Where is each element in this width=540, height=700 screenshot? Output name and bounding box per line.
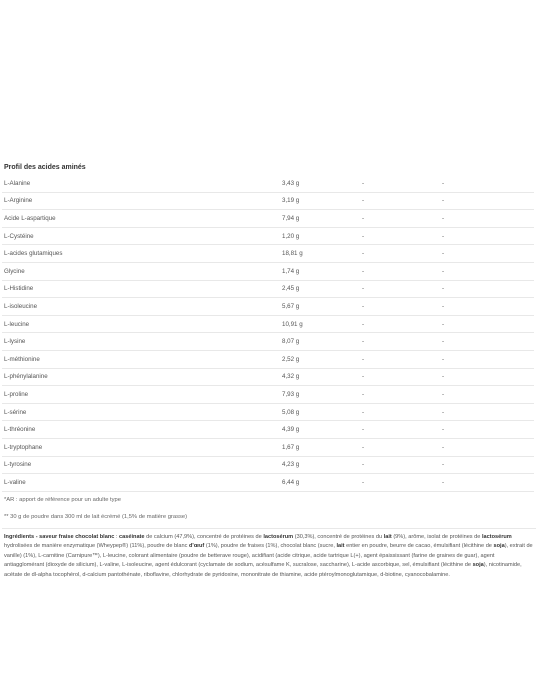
table-row (2, 175, 534, 193)
amino-name: L-Cystéine (4, 232, 34, 240)
amino-ref-1: - (362, 267, 365, 275)
amino-ref-1: - (362, 302, 365, 310)
amino-ref-1: - (362, 338, 365, 346)
amino-value: 2,45 g (282, 285, 300, 293)
amino-ref-1: - (362, 179, 365, 187)
amino-ref-2: - (442, 426, 445, 434)
amino-ref-1: - (362, 232, 365, 240)
amino-ref-1: - (362, 461, 365, 469)
amino-name: L-thréonine (4, 426, 36, 434)
amino-ref-2: - (442, 478, 445, 486)
amino-ref-1: - (362, 285, 365, 293)
amino-name: L-phénylalanine (4, 373, 48, 381)
ingredient-emphasis: caséinate (119, 533, 145, 540)
ingredient-text: entier en poudre, beurre de cacao, émulsifiant (lécithine de (344, 543, 494, 550)
table-row (2, 228, 534, 246)
amino-value: 18,81 g (282, 250, 303, 258)
amino-name: L-Alanine (4, 179, 31, 187)
amino-ref-1: - (362, 408, 365, 416)
amino-value: 1,20 g (282, 232, 300, 240)
amino-value: 10,91 g (282, 320, 303, 328)
ingredient-emphasis: Ingrédients - saveur fraise chocolat blanc (4, 533, 115, 540)
amino-ref-2: - (442, 461, 445, 469)
table-row (2, 298, 534, 316)
amino-value: 2,52 g (282, 355, 300, 363)
ingredient-emphasis: soja (493, 543, 505, 550)
amino-value: 4,39 g (282, 426, 300, 434)
ingredient-text: ), extrait de vanille) (1%), L-carnitine (Carnipure™), L-leucine, colorant alimentaire (poudre de betterave rouge), acidifiant (acide citrique, acide tartrique L(+), agent épaississant (farine de graines de guar), agent antiagglomérant (dioxyde de silicium), L-valine, L-isoleucine, agent édulcorant (cyclamate de sodium, acésulfame K, sucralose, saccharine), L-acide ascorbique, sel, émulsifiant (lécithine de (4, 543, 533, 569)
amino-name: L-acides glutamiques (4, 250, 63, 258)
table-row (2, 193, 534, 211)
amino-name: L-tryptophane (4, 443, 43, 451)
amino-value: 5,67 g (282, 302, 300, 310)
ingredient-text: (9%), arôme, isolat de protéines de (391, 533, 482, 540)
amino-value: 1,74 g (282, 267, 300, 275)
ingredient-text: (30,3%), concentré de protéines du (293, 533, 384, 540)
table-row (2, 281, 534, 299)
ingredient-text: : (114, 533, 120, 540)
amino-value: 4,32 g (282, 373, 300, 381)
amino-value: 3,19 g (282, 197, 300, 205)
ingredient-text: (1%), poudre de fraises (1%), chocolat blanc (sucre, (204, 543, 337, 550)
amino-ref-2: - (442, 197, 445, 205)
table-row (2, 316, 534, 334)
amino-ref-2: - (442, 267, 445, 275)
amino-ref-1: - (362, 478, 365, 486)
ingredient-emphasis: soja (472, 562, 484, 569)
amino-value: 1,67 g (282, 443, 300, 451)
amino-ref-2: - (442, 390, 445, 398)
table-row (2, 404, 534, 422)
amino-value: 5,08 g (282, 408, 300, 416)
amino-ref-2: - (442, 250, 445, 258)
nutrition-panel (2, 160, 536, 581)
amino-value: 4,23 g (282, 461, 300, 469)
amino-ref-1: - (362, 390, 365, 398)
amino-ref-2: - (442, 285, 445, 293)
table-row (2, 457, 534, 475)
amino-value: 6,44 g (282, 478, 300, 486)
amino-ref-1: - (362, 443, 365, 451)
amino-ref-2: - (442, 408, 445, 416)
amino-value: 8,07 g (282, 338, 300, 346)
amino-ref-1: - (362, 197, 365, 205)
amino-value: 7,93 g (282, 390, 300, 398)
amino-ref-2: - (442, 302, 445, 310)
amino-name: Acide L-aspartique (4, 214, 56, 222)
amino-ref-1: - (362, 250, 365, 258)
ingredient-emphasis: lactosérum (481, 533, 512, 540)
amino-ref-2: - (442, 355, 445, 363)
table-row (2, 474, 534, 492)
amino-name: L-Arginine (4, 197, 33, 205)
table-row (2, 333, 534, 351)
amino-ref-1: - (362, 373, 365, 381)
amino-acid-table (2, 175, 534, 492)
table-row (2, 245, 534, 263)
amino-name: L-proline (4, 390, 29, 398)
table-row (2, 351, 534, 369)
ingredient-emphasis: lait (336, 543, 345, 550)
ingredients-text (2, 529, 536, 581)
table-row (2, 421, 534, 439)
amino-ref-2: - (442, 320, 445, 328)
amino-name: L-leucine (4, 320, 30, 328)
ar-footnote: *AR : apport de référence pour un adulte type (4, 496, 121, 503)
amino-ref-2: - (442, 373, 445, 381)
amino-value: 7,94 g (282, 214, 300, 222)
amino-name: L-méthionine (4, 355, 40, 363)
table-row (2, 386, 534, 404)
table-row (2, 263, 534, 281)
ingredient-text: ), nicotinamide, acétate de dl-alpha tocophérol, d-calcium pantothénate, riboflavine, chlorhydrate de pyridoxine, mononitrate de thiamine, acide ptéroylmonoglutamique, d-biotine, cyanocobalamine. (4, 562, 522, 579)
amino-name: L-lysine (4, 338, 26, 346)
amino-value: 3,43 g (282, 179, 300, 187)
ingredient-emphasis: lait (383, 533, 392, 540)
amino-ref-2: - (442, 232, 445, 240)
ingredient-emphasis: lactosérum (263, 533, 294, 540)
portion-footnote: ** 30 g de poudre dans 300 ml de lait écrémé (1,5% de matière grasse) (4, 513, 188, 520)
amino-name: L-Histidine (4, 285, 34, 293)
amino-name: L-tyrosine (4, 461, 32, 469)
amino-ref-1: - (362, 320, 365, 328)
amino-ref-2: - (442, 179, 445, 187)
amino-ref-1: - (362, 214, 365, 222)
ingredient-text: hydrolisées de manière enzymatique (Wheypep®) (11%), poudre de blanc (4, 543, 189, 550)
amino-name: L-sérine (4, 408, 27, 416)
table-row (2, 369, 534, 387)
amino-profile-heading: Profil des acides aminés (4, 164, 86, 171)
table-row (2, 210, 534, 228)
ingredient-text: de calcium (47,9%), concentré de protéines de (144, 533, 264, 540)
ingredient-emphasis: d'œuf (188, 543, 205, 550)
amino-ref-2: - (442, 214, 445, 222)
amino-ref-1: - (362, 355, 365, 363)
amino-ref-2: - (442, 338, 445, 346)
amino-name: L-isoleucine (4, 302, 38, 310)
amino-ref-2: - (442, 443, 445, 451)
amino-ref-1: - (362, 426, 365, 434)
amino-name: L-valine (4, 478, 26, 486)
amino-name: Glycine (4, 267, 25, 275)
table-row (2, 439, 534, 457)
